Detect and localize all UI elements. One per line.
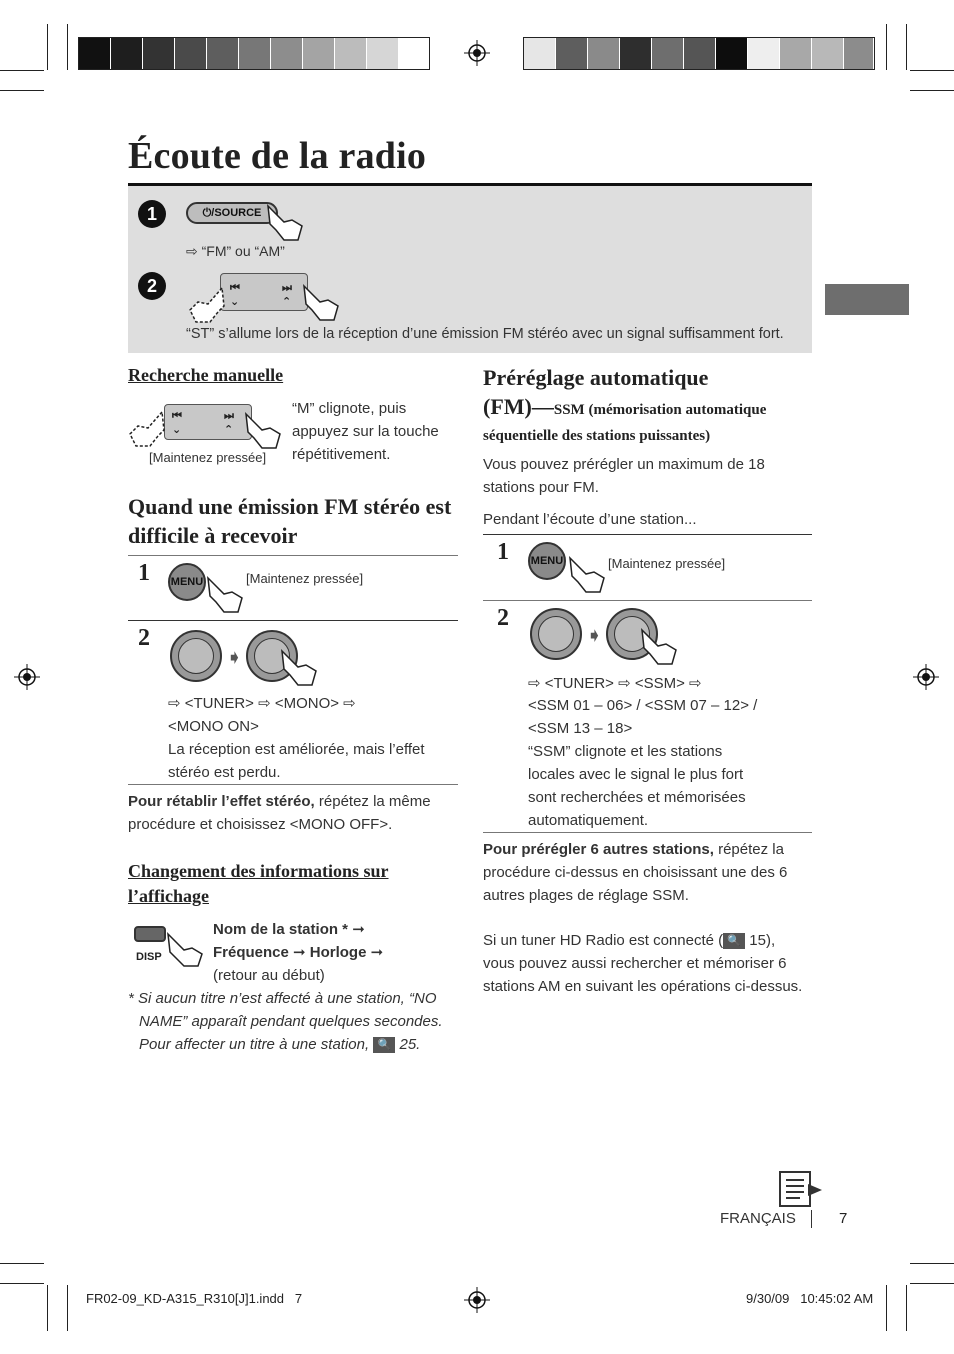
auto-preset-fm: (FM)— bbox=[483, 394, 554, 419]
more-stations-rest: répétez la procédure ci-dessus en choisissant une des 6 autres plages de réglage SSM. bbox=[483, 841, 788, 904]
source-button: ⏻/SOURCE bbox=[186, 202, 278, 224]
pressing-hand-icon bbox=[298, 280, 342, 322]
pressing-hand-icon bbox=[564, 552, 608, 594]
step2-note: “ST” s’allume lors de la réception d’une émission FM stéréo avec un signal suffisamment fort. bbox=[186, 326, 784, 342]
auto-preset-during: Pendant l’écoute d’une station... bbox=[483, 511, 697, 528]
date-info: 9/30/09 10:45:02 AM bbox=[746, 1291, 874, 1306]
crop-mark bbox=[0, 90, 44, 91]
menu-button: MENU bbox=[528, 542, 566, 580]
ssm-sequence-line1: ⇨ <TUNER> ⇨ <SSM> ⇨ bbox=[528, 675, 702, 692]
auto-preset-heading-line2 bbox=[483, 392, 766, 425]
magnifier-icon: 🔍 bbox=[373, 1037, 395, 1053]
hold-label: [Maintenez pressée] bbox=[246, 571, 364, 586]
disp-label: DISP bbox=[136, 951, 162, 963]
document-next-icon bbox=[778, 1170, 826, 1208]
auto-preset-heading-line1: Préréglage automatique bbox=[483, 365, 709, 390]
crop-mark bbox=[906, 1285, 907, 1331]
step-number: 2 bbox=[138, 272, 166, 300]
hold-label: [Maintenez pressée] bbox=[608, 556, 726, 571]
hd-radio-line2: vous pouvez aussi rechercher et mémoriser 6 stations AM en suivant les opérations ci-dessus. bbox=[483, 955, 803, 995]
crop-mark bbox=[910, 90, 954, 91]
step1-result: ⇨ “FM” ou “AM” bbox=[186, 243, 285, 259]
display-heading-line2: l’affichage bbox=[128, 886, 209, 906]
display-sequence-line1: Nom de la station * ➞ bbox=[213, 921, 365, 938]
footer-divider bbox=[811, 1210, 812, 1228]
display-sequence-line3: (retour au début) bbox=[213, 967, 325, 984]
pressing-hand-icon bbox=[162, 928, 204, 968]
step-number: 2 bbox=[138, 625, 150, 651]
footnote-line1: * Si aucun titre n’est affecté à une station, “NO bbox=[128, 990, 437, 1007]
step-number: 1 bbox=[138, 200, 166, 228]
crop-mark bbox=[910, 1283, 954, 1284]
pressing-hand-icon bbox=[262, 200, 306, 242]
hd-radio-page: 15), bbox=[749, 932, 776, 949]
crop-mark bbox=[0, 1283, 44, 1284]
divider bbox=[483, 600, 812, 601]
crop-mark bbox=[0, 1263, 44, 1264]
divider bbox=[128, 555, 458, 556]
footnote-line2: NAME” apparaît pendant quelques secondes. bbox=[139, 1013, 443, 1030]
crop-mark bbox=[47, 24, 48, 70]
section-tab bbox=[825, 284, 909, 315]
color-bar-left bbox=[78, 37, 430, 70]
ssm-sequence-line2: <SSM 01 – 06> / <SSM 07 – 12> / bbox=[528, 697, 758, 714]
fm-stereo-heading: Quand une émission FM stéréo est difficile à recevoir bbox=[128, 494, 452, 548]
crop-mark bbox=[910, 1263, 954, 1264]
display-heading-line1: Changement des informations sur bbox=[128, 861, 389, 881]
magnifier-icon: 🔍 bbox=[723, 933, 745, 949]
crop-mark bbox=[47, 1285, 48, 1331]
pressing-hand-icon bbox=[240, 408, 284, 450]
crop-mark bbox=[886, 24, 887, 70]
crop-mark bbox=[0, 70, 44, 71]
divider bbox=[483, 832, 812, 833]
seek-back-icon: ⏮ ⌄ bbox=[172, 410, 182, 436]
hd-radio-line1 bbox=[483, 929, 813, 952]
pressing-hand-icon bbox=[276, 645, 320, 687]
crop-mark bbox=[67, 1285, 68, 1331]
divider bbox=[128, 620, 458, 621]
manual-search-description: “M” clignote, puis appuyez sur la touche répétitivement. bbox=[292, 400, 439, 463]
color-bar-right bbox=[523, 37, 875, 70]
divider bbox=[483, 534, 812, 535]
restore-stereo-bold: Pour rétablir l’effet stéréo, bbox=[128, 793, 315, 810]
footnote-line3-text: Pour affecter un titre à une station, bbox=[139, 1036, 370, 1053]
seek-forward-icon: ⏭ ⌃ bbox=[224, 410, 234, 436]
step-number: 2 bbox=[497, 605, 509, 631]
crop-mark bbox=[886, 1285, 887, 1331]
pressing-hand-icon bbox=[202, 572, 246, 614]
mono-description: La réception est améliorée, mais l’effet stéréo est perdu. bbox=[168, 741, 425, 781]
crop-mark bbox=[910, 70, 954, 71]
mono-sequence-line1: ⇨ <TUNER> ⇨ <MONO> ⇨ bbox=[168, 695, 356, 712]
display-sequence-line2: Fréquence ➞ Horloge ➞ bbox=[213, 944, 384, 961]
pressing-hand-dashed-icon bbox=[188, 284, 228, 324]
arrow-right-icon: ➧ bbox=[226, 645, 243, 669]
hold-label: [Maintenez pressée] bbox=[149, 450, 267, 465]
divider bbox=[128, 784, 458, 785]
page-number: 7 bbox=[839, 1210, 848, 1227]
manual-search-heading: Recherche manuelle bbox=[128, 365, 284, 385]
auto-preset-heading-line3: séquentielle des stations puissantes) bbox=[483, 428, 711, 444]
seek-back-icon: ⏮ ⌄ bbox=[230, 282, 240, 308]
ssm-description: “SSM” clignote et les stations locales avec le signal le plus fort sont recherchées et mémorisées automatiquement. bbox=[528, 743, 746, 829]
crop-mark bbox=[67, 24, 68, 70]
step-number: 1 bbox=[497, 539, 509, 565]
footnote-page: 25. bbox=[399, 1036, 421, 1053]
seek-forward-icon: ⏭ ⌃ bbox=[282, 282, 292, 308]
restore-stereo-text bbox=[128, 790, 458, 836]
hd-radio-text: Si un tuner HD Radio est connecté ( bbox=[483, 932, 724, 949]
language-label: FRANÇAIS bbox=[720, 1210, 796, 1227]
control-dial bbox=[530, 608, 582, 660]
step-number: 1 bbox=[138, 560, 150, 586]
footnote-line3 bbox=[139, 1033, 420, 1056]
file-info: FR02-09_KD-A315_R310[J]1.indd 7 bbox=[86, 1291, 303, 1306]
registration-mark-icon bbox=[14, 664, 40, 690]
pressing-hand-dashed-icon bbox=[128, 408, 168, 448]
control-dial bbox=[170, 630, 222, 682]
page-title: Écoute de la radio bbox=[128, 135, 427, 177]
more-stations-bold: Pour prérégler 6 autres stations, bbox=[483, 841, 714, 858]
ssm-sequence-line3: <SSM 13 – 18> bbox=[528, 720, 633, 737]
pressing-hand-icon bbox=[636, 624, 680, 666]
auto-preset-intro: Vous pouvez prérégler un maximum de 18 stations pour FM. bbox=[483, 456, 765, 496]
registration-mark-icon bbox=[464, 40, 490, 66]
registration-mark-icon bbox=[913, 664, 939, 690]
more-stations-text bbox=[483, 838, 808, 907]
arrow-right-icon: ➧ bbox=[586, 623, 603, 647]
mono-sequence-line2: <MONO ON> bbox=[168, 718, 259, 735]
menu-button: MENU bbox=[168, 563, 206, 601]
registration-mark-icon bbox=[464, 1287, 490, 1313]
crop-mark bbox=[906, 24, 907, 70]
restore-stereo-rest: répétez la même procédure et choisissez <MONO OFF>. bbox=[128, 793, 431, 833]
auto-preset-ssm: SSM (mémorisation automatique bbox=[553, 402, 767, 418]
